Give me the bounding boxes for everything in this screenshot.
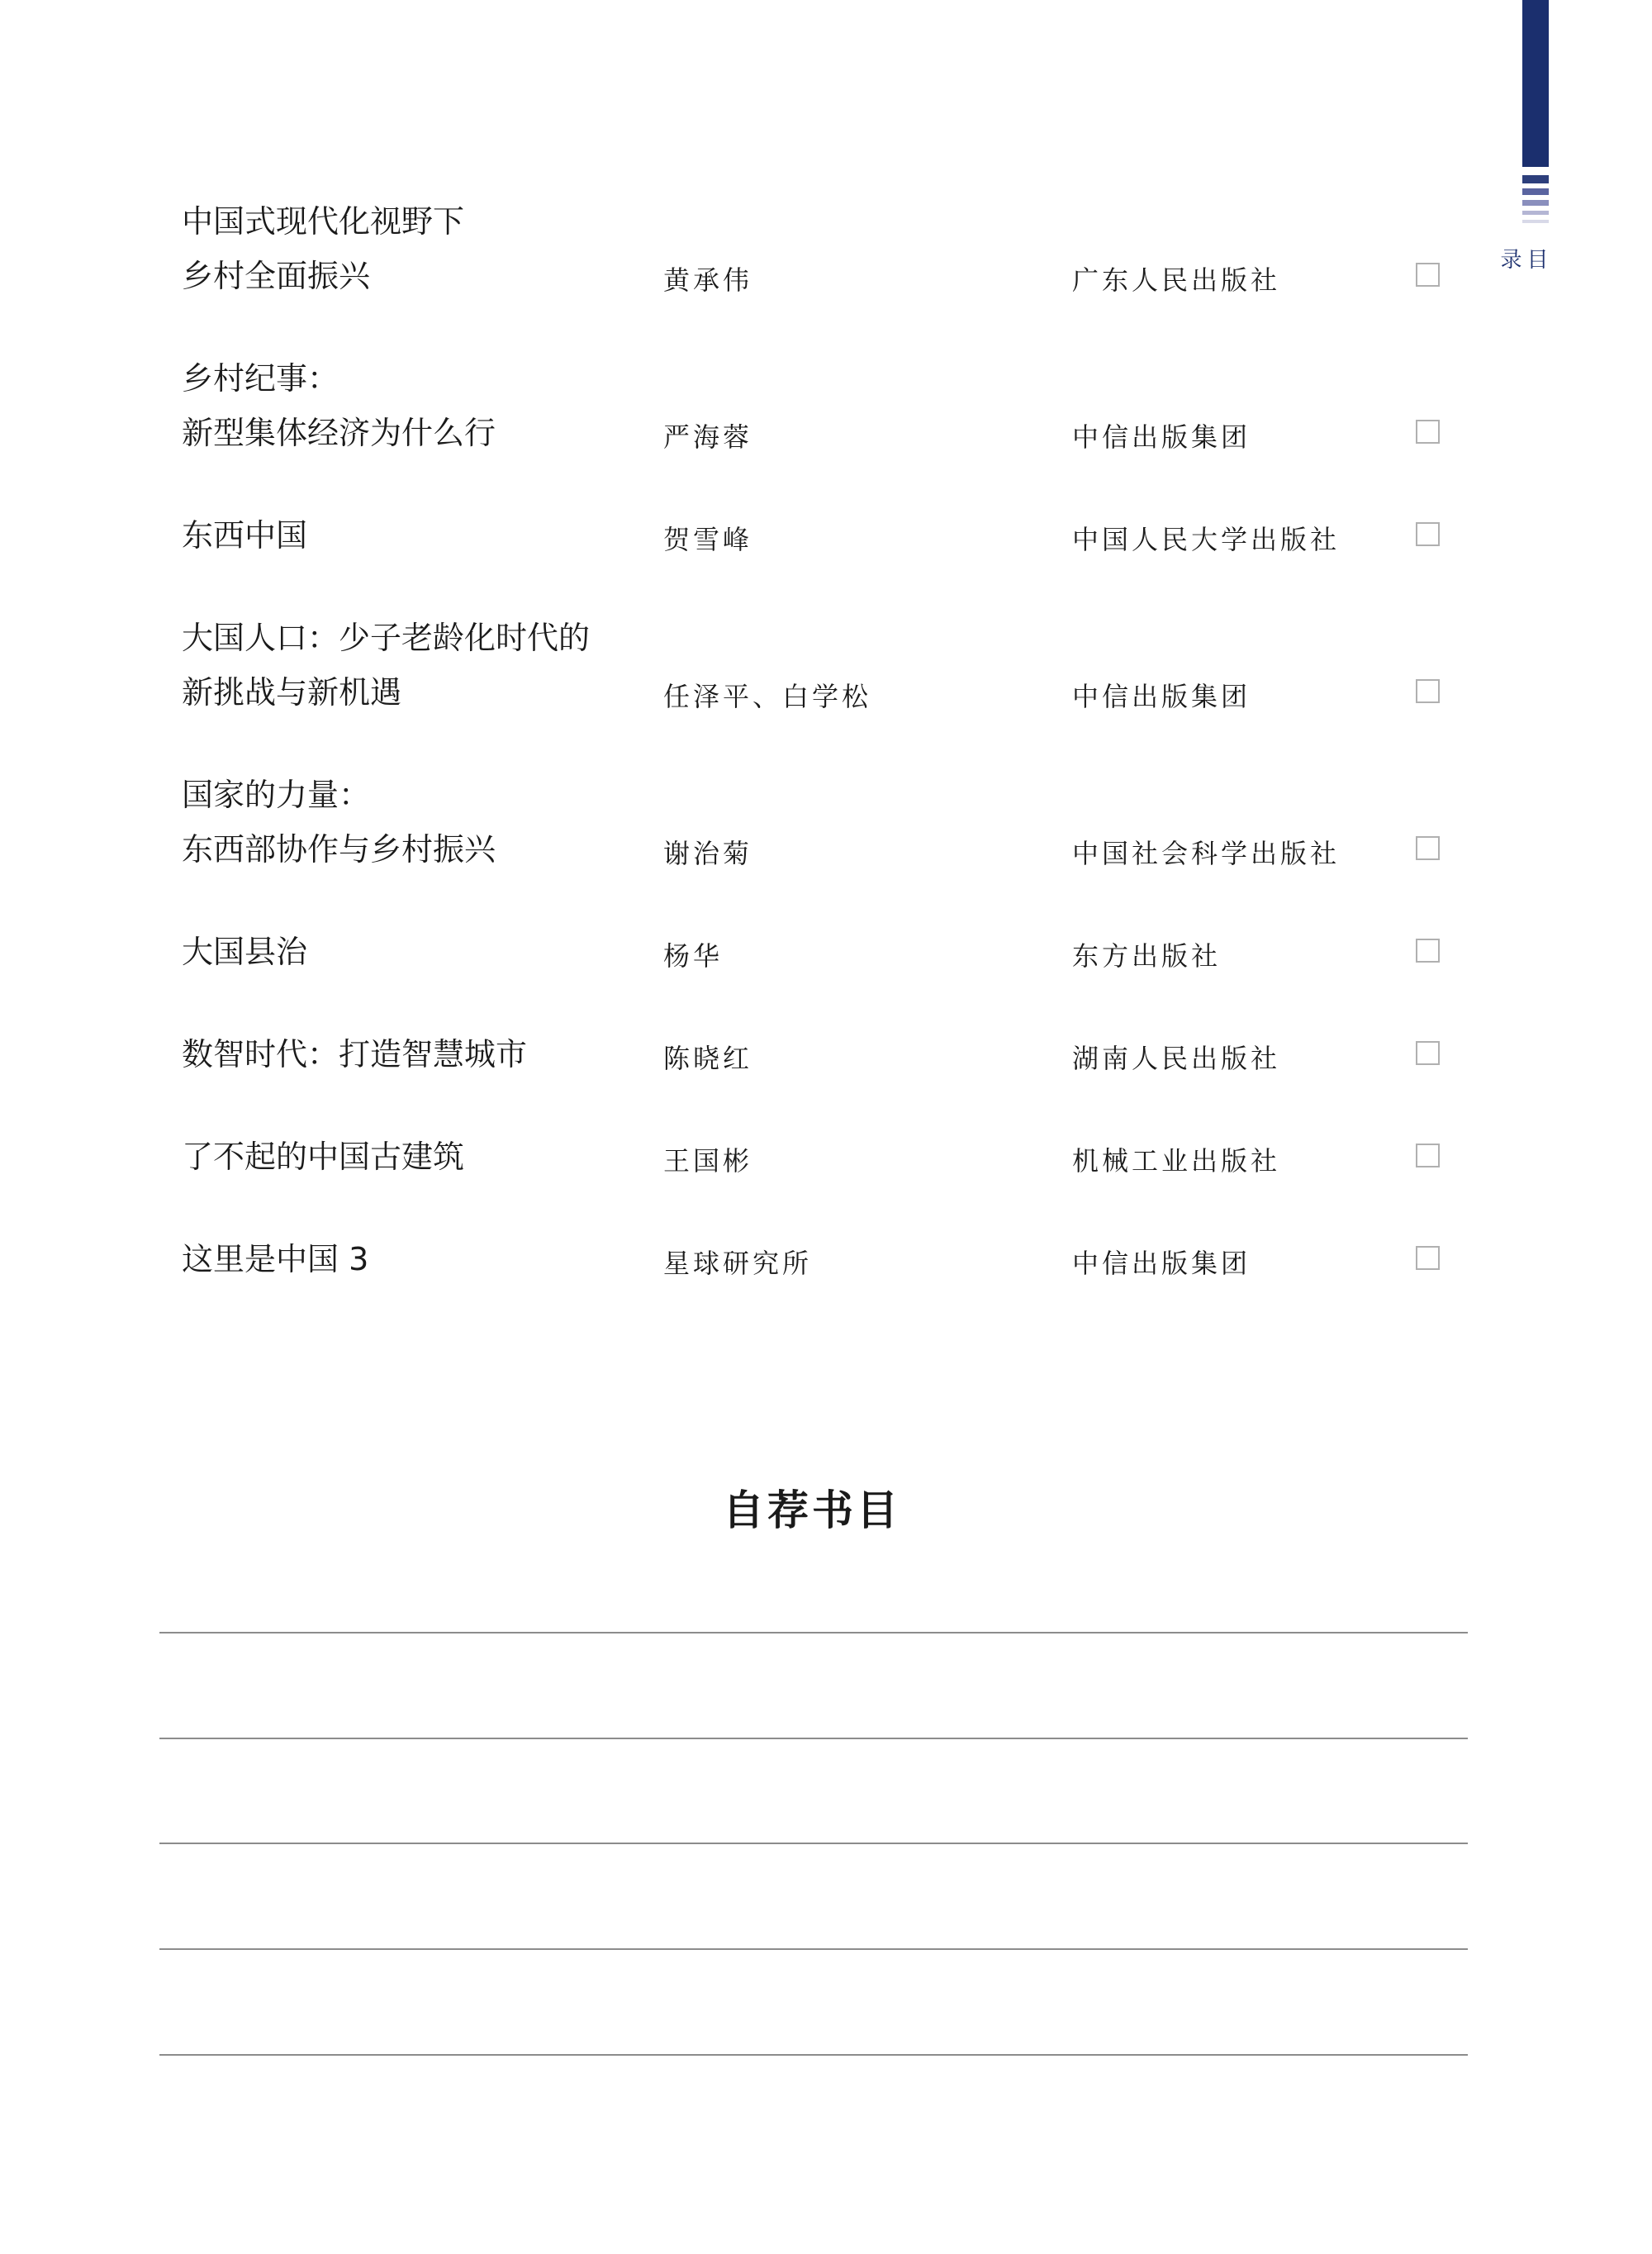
side-tab-stripe — [1522, 211, 1549, 215]
book-publisher: 机械工业出版社 — [1072, 1145, 1281, 1177]
book-author: 贺雪峰 — [663, 524, 753, 555]
self-recommend-title: 自荐书目 — [723, 1486, 901, 1534]
book-title-line: 数智时代：打造智慧城市 — [182, 1036, 528, 1072]
book-author: 黄承伟 — [663, 264, 753, 296]
book-checkbox[interactable] — [1416, 522, 1440, 546]
write-in-line[interactable] — [159, 2054, 1468, 2056]
side-tab-stripe — [1522, 200, 1549, 206]
book-title-line: 大国人口：少子老龄化时代的 — [182, 620, 591, 656]
write-in-line[interactable] — [159, 1843, 1468, 1844]
book-title-line: 乡村全面振兴 — [182, 258, 371, 294]
side-tab-label[interactable]: 目录 — [1497, 248, 1548, 269]
book-title-line: 东西中国 — [182, 517, 308, 554]
book-publisher: 中国人民大学出版社 — [1072, 524, 1341, 555]
book-checkbox[interactable] — [1416, 263, 1440, 287]
book-title-line: 新挑战与新机遇 — [182, 674, 402, 711]
book-author: 任泽平、白学松 — [663, 681, 872, 712]
book-title-line: 国家的力量： — [182, 777, 371, 813]
write-in-line[interactable] — [159, 1948, 1468, 1950]
book-title-line: 这里是中国 3 — [182, 1241, 369, 1277]
book-checkbox[interactable] — [1416, 1246, 1440, 1270]
book-publisher: 中国社会科学出版社 — [1072, 838, 1341, 869]
book-author: 陈晓红 — [663, 1043, 753, 1074]
book-author: 严海蓉 — [663, 421, 753, 453]
book-checkbox[interactable] — [1416, 1041, 1440, 1065]
book-author: 星球研究所 — [663, 1248, 813, 1279]
book-title-line: 了不起的中国古建筑 — [182, 1139, 465, 1175]
write-in-line[interactable] — [159, 1738, 1468, 1739]
book-publisher: 广东人民出版社 — [1072, 264, 1281, 296]
book-publisher: 中信出版集团 — [1072, 1248, 1251, 1279]
book-publisher: 中信出版集团 — [1072, 681, 1251, 712]
book-author: 谢治菊 — [663, 838, 753, 869]
side-tab-stripe — [1522, 220, 1549, 223]
write-in-line[interactable] — [159, 1632, 1468, 1633]
book-title-line: 东西部协作与乡村振兴 — [182, 831, 496, 868]
book-checkbox[interactable] — [1416, 420, 1440, 444]
book-title-line: 中国式现代化视野下 — [182, 203, 465, 240]
book-author: 杨华 — [663, 940, 724, 972]
side-tab-bar — [1522, 0, 1549, 167]
book-checkbox[interactable] — [1416, 836, 1440, 860]
book-author: 王国彬 — [663, 1145, 753, 1177]
book-publisher: 湖南人民出版社 — [1072, 1043, 1281, 1074]
book-publisher: 中信出版集团 — [1072, 421, 1251, 453]
book-title-line: 新型集体经济为什么行 — [182, 415, 496, 451]
book-checkbox[interactable] — [1416, 1144, 1440, 1167]
side-tab-stripe — [1522, 188, 1549, 195]
book-title-line: 大国县治 — [182, 934, 308, 970]
book-publisher: 东方出版社 — [1072, 940, 1222, 972]
side-tab-stripe — [1522, 175, 1549, 183]
book-title-line: 乡村纪事： — [182, 360, 339, 397]
book-checkbox[interactable] — [1416, 939, 1440, 963]
book-checkbox[interactable] — [1416, 679, 1440, 703]
